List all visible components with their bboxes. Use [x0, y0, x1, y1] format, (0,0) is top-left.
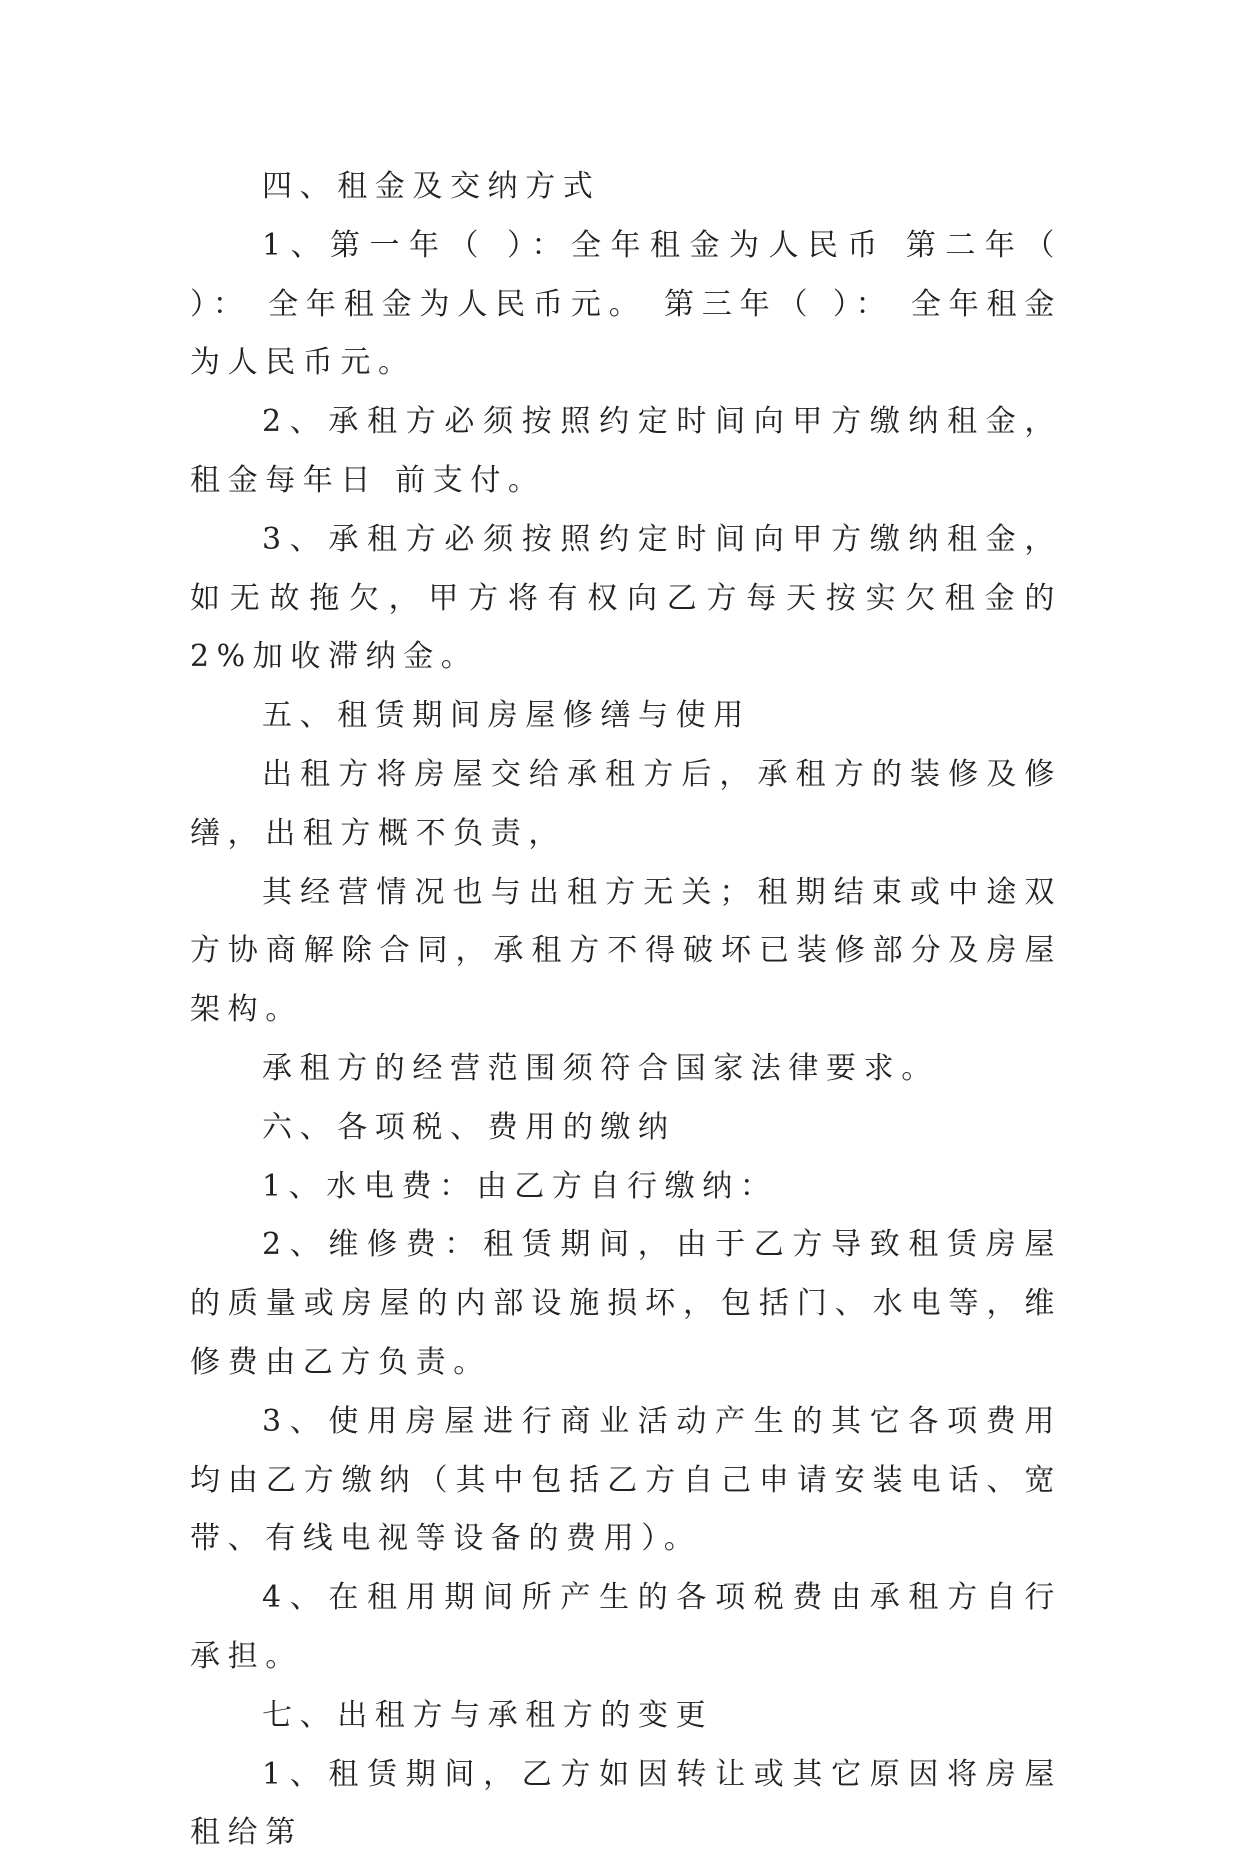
paragraph-other-costs: 3、使用房屋进行商业活动产生的其它各项费用均由乙方缴纳（其中包括乙方自己申请安装电话、宽带、有线电视等设备的费用）。 [190, 1403, 1062, 1557]
section-heading-repair: 五、租赁期间房屋修缮与使用 [262, 698, 751, 734]
paragraph-late-fee: 3、承租方必须按照约定时间向甲方缴纳租金，如无故拖欠，甲方将有权向乙方每天按实欠租金的 2%加收滞纳金。 [190, 521, 1062, 675]
document-body [190, 158, 1062, 1863]
paragraph-sublease: 1、租赁期间，乙方如因转让或其它原因将房屋租给第 [190, 1756, 1062, 1851]
paragraph-maintenance: 2、维修费：租赁期间，由于乙方导致租赁房屋的质量或房屋的内部设施损坏，包括门、水电等，维修费由乙方负责。 [190, 1227, 1062, 1380]
paragraph-taxes: 4、在租用期间所产生的各项税费由承租方自行承担。 [190, 1580, 1062, 1674]
paragraph-rent-amounts: 1、第一年（ ）：全年租金为人民币 第二年（ ）： 全年租金为人民币元。 第三年（ ）： 全年租金为人民币元。 [190, 227, 1062, 381]
paragraph-business-scope: 承租方的经营范围须符合国家法律要求。 [262, 1050, 939, 1086]
paragraph-operation: 其经营情况也与出租方无关；租期结束或中途双方协商解除合同，承租方不得破坏已装修部分及房屋架构。 [190, 874, 1062, 1028]
paragraph-utilities: 1、水电费：由乙方自行缴纳： [262, 1168, 778, 1204]
section-heading-rent: 四、租金及交纳方式 [262, 169, 601, 204]
paragraph-rent-payment-date: 2、承租方必须按照约定时间向甲方缴纳租金，租金每年日 前支付。 [190, 404, 1062, 498]
paragraph-renovation: 出租方将房屋交给承租方后，承租方的装修及修缮，出租方概不负责， [190, 756, 1062, 851]
section-heading-changes: 七、出租方与承租方的变更 [262, 1697, 714, 1733]
section-heading-fees: 六、各项税、费用的缴纳 [262, 1109, 676, 1145]
